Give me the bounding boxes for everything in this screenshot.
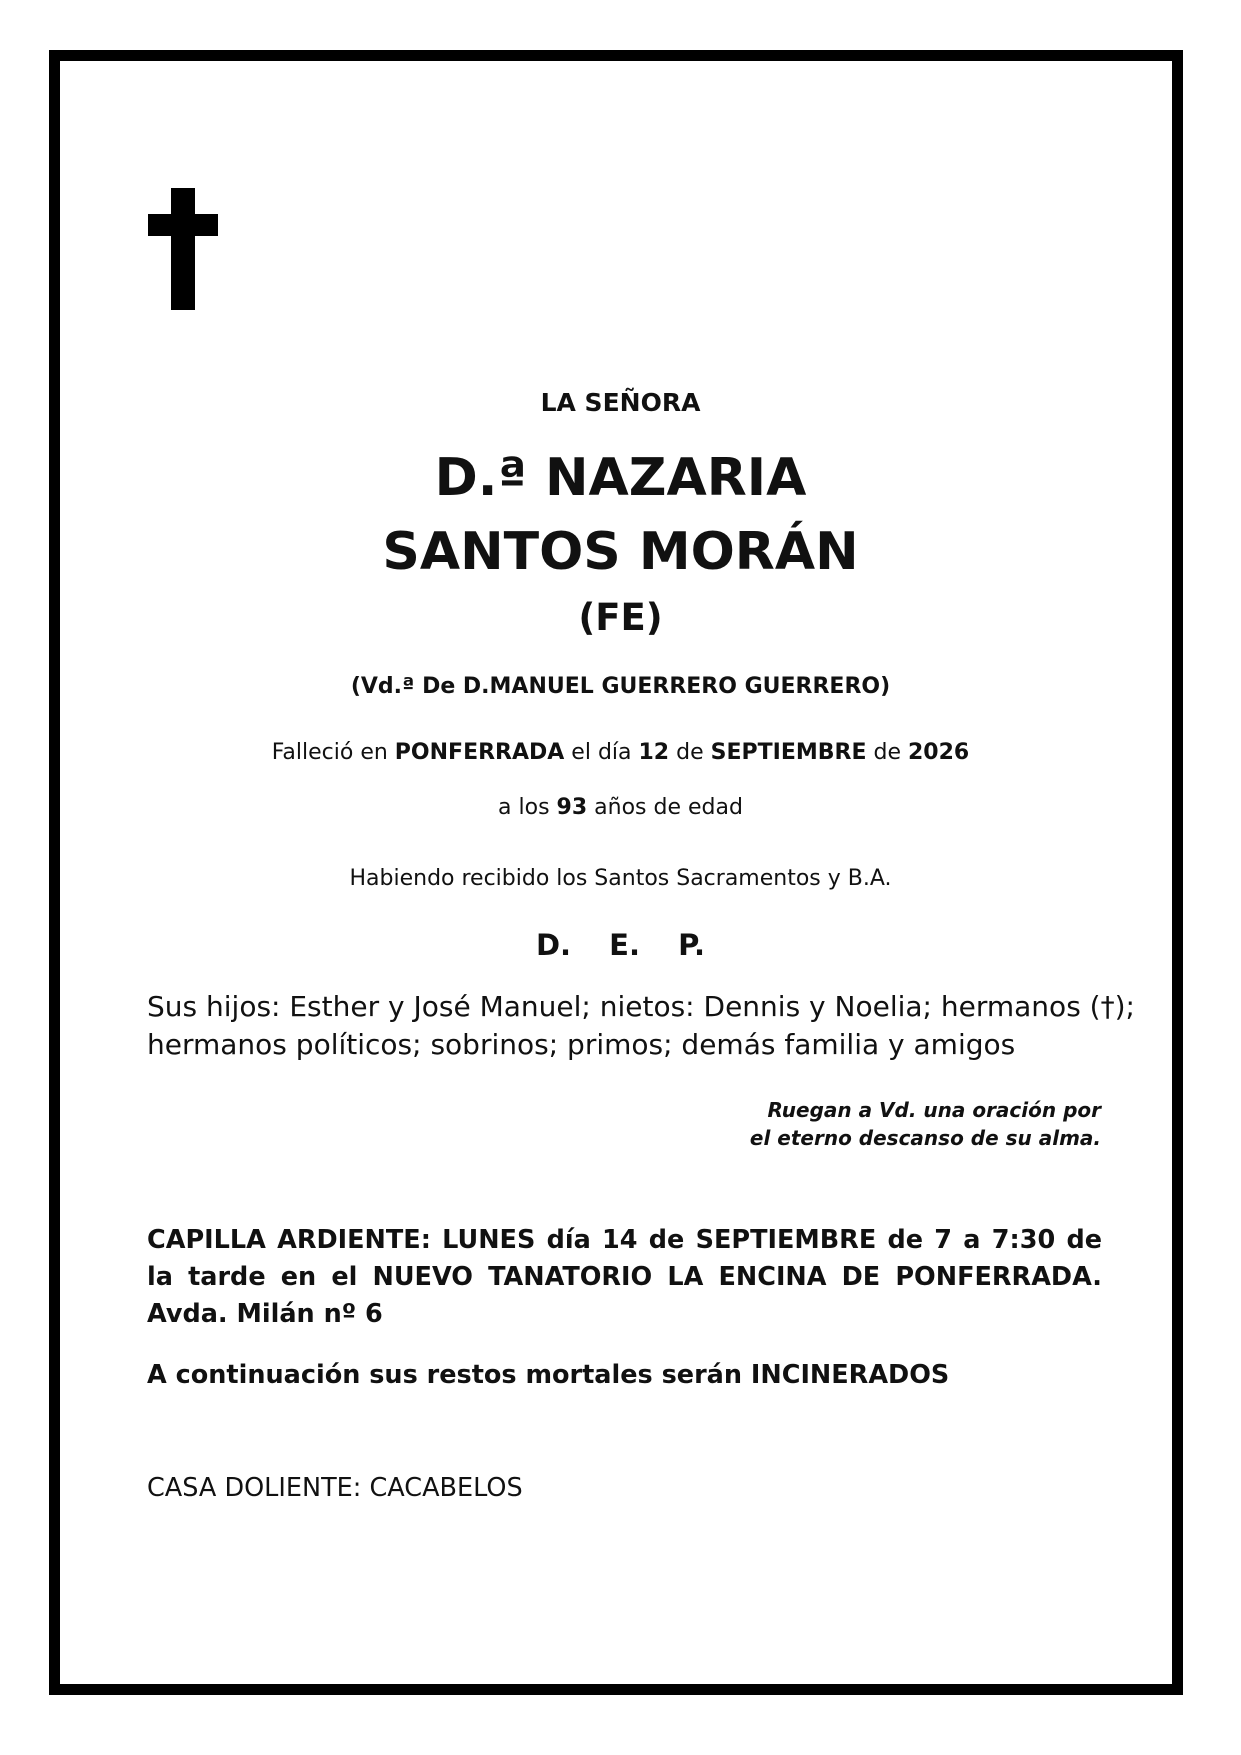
widow-of: (Vd.ª De D.MANUEL GUERRERO GUERRERO)	[350, 674, 891, 699]
death-place: PONFERRADA	[394, 740, 565, 765]
family-line-2: hermanos políticos; sobrinos; primos; demás familia y amigos	[147, 1028, 1016, 1061]
family-line-1: Sus hijos: Esther y José Manuel; nietos: Dennis y Noelia; hermanos (†);	[147, 990, 1135, 1023]
deceased-name-line1: D.ª NAZARIA	[434, 448, 807, 508]
capilla-ardiente-notice: CAPILLA ARDIENTE: LUNES día 14 de SEPTIEMBRE de 7 a 7:30 de la tarde en el NUEVO TANATORIO LA ENCINA DE PONFERRADA. Avda. Milán nº 6	[147, 1225, 1102, 1329]
casa-doliente-label: CASA DOLIENTE:	[147, 1473, 362, 1503]
death-day: 12	[638, 740, 670, 765]
prayer-request	[750, 1096, 1101, 1152]
prayer-line-1: Ruegan a Vd. una oración por	[767, 1098, 1101, 1122]
deceased-name-line2: SANTOS MORÁN	[382, 522, 859, 582]
cremation-notice: A continuación sus restos mortales serán INCINERADOS	[147, 1360, 950, 1390]
prayer-line-2: el eterno descanso de su alma.	[749, 1126, 1101, 1150]
age-suffix: años de edad	[594, 795, 743, 820]
deceased-name-suffix: (FE)	[578, 596, 663, 639]
family-list	[147, 988, 1135, 1064]
latin-cross-icon	[148, 188, 218, 310]
sacraments-line: Habiendo recibido los Santos Sacramentos y B.A.	[349, 866, 892, 891]
dep-line: D. E. P.	[535, 928, 706, 962]
title-line: LA SEÑORA	[540, 388, 701, 417]
death-of-1: de	[676, 740, 704, 765]
age-years: 93	[556, 795, 588, 820]
casa-doliente-value: CACABELOS	[369, 1473, 523, 1503]
casa-doliente	[147, 1473, 523, 1503]
death-of-2: de	[873, 740, 901, 765]
age-prefix: a los	[498, 795, 550, 820]
death-statement	[140, 740, 1101, 765]
death-year: 2026	[907, 740, 970, 765]
age-statement	[140, 795, 1101, 820]
death-prefix: Falleció en	[271, 740, 388, 765]
death-day-label: el día	[571, 740, 632, 765]
death-month: SEPTIEMBRE	[710, 740, 867, 765]
